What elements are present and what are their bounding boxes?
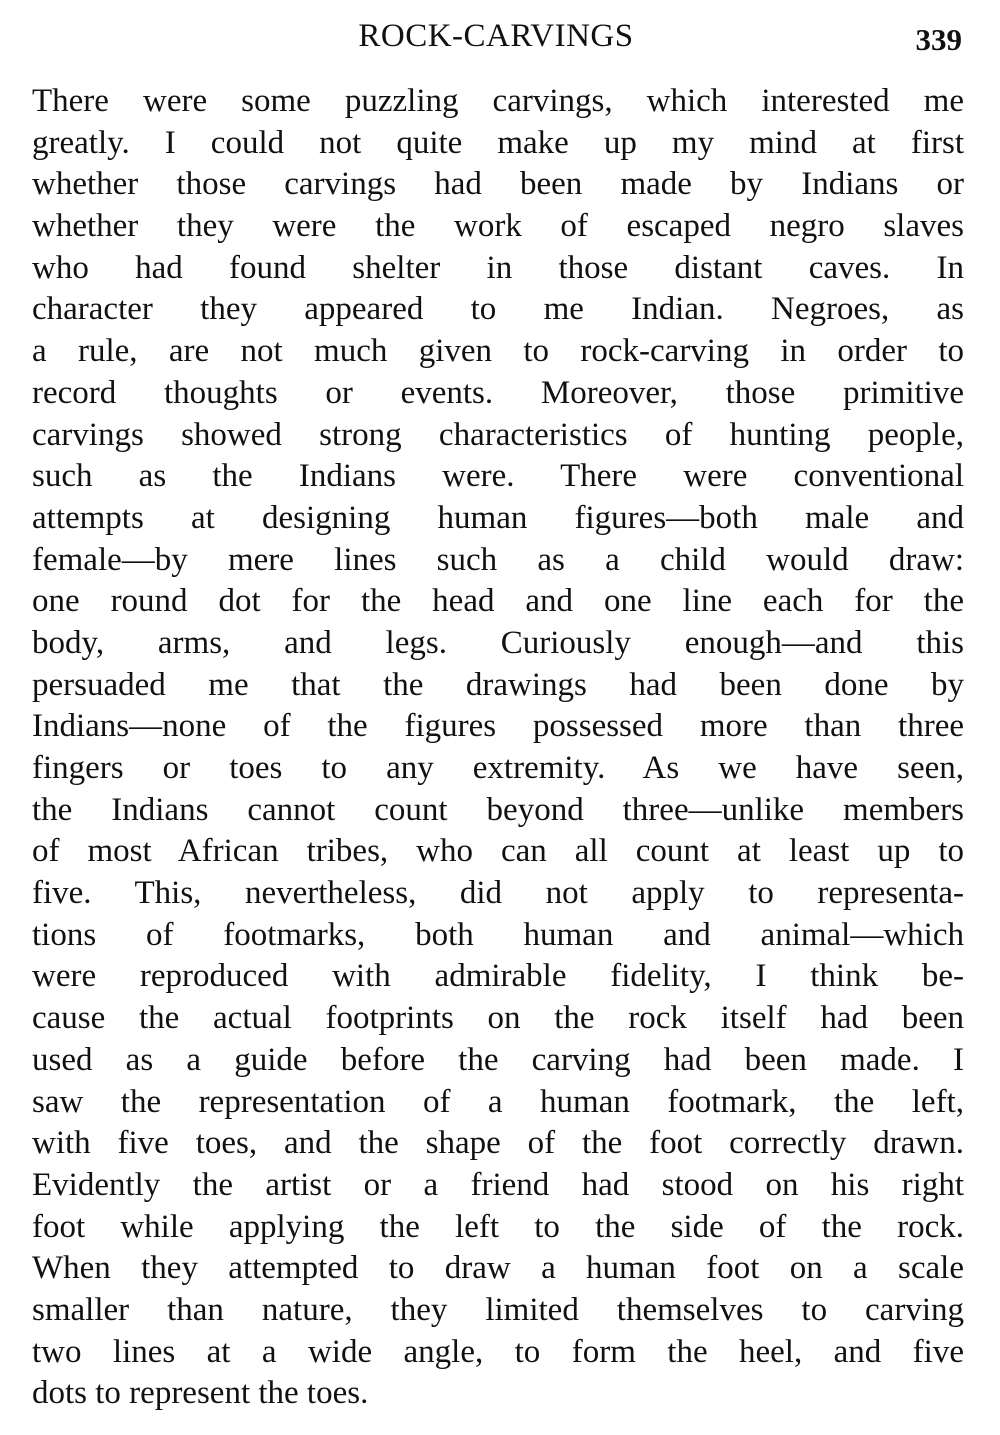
text-line: used as a guide before the carving had been made. I [32,1041,964,1078]
text-line: of most African tribes, who can all count at least up to [32,833,964,870]
text-line: five. This, nevertheless, did not apply to representa- [32,875,964,912]
text-line: whether they were the work of escaped negro slaves [32,208,964,245]
text-line: body, arms, and legs. Curiously enough—and this [32,624,964,661]
text-line: tions of footmarks, both human and animal—which [32,916,964,953]
text-line: persuaded me that the drawings had been done by [32,666,964,703]
text-line-last: dots to represent the toes. [32,1375,369,1412]
text-line: When they attempted to draw a human foot on a scale [32,1250,964,1287]
text-line: smaller than nature, they limited themselves to carving [32,1291,964,1328]
text-line: were reproduced with admirable fidelity, I think be- [32,958,964,995]
text-line: carvings showed strong characteristics of hunting people, [32,416,964,453]
text-line: one round dot for the head and one line each for the [32,583,964,620]
text-line: who had found shelter in those distant caves. In [32,249,964,286]
text-line: female—by mere lines such as a child would draw: [32,541,964,578]
text-line: foot while applying the left to the side of the rock. [32,1208,964,1245]
text-line: attempts at designing human figures—both male and [32,499,964,536]
text-line: character they appeared to me Indian. Negroes, as [32,291,964,328]
running-title: ROCK-CARVINGS [358,18,634,54]
body-paragraph [32,81,964,1415]
text-line: cause the actual footprints on the rock itself had been [32,1000,964,1037]
text-line: There were some puzzling carvings, which interested me [32,83,964,119]
text-line: a rule, are not much given to rock-carving in order to [32,333,964,370]
text-line: Evidently the artist or a friend had stood on his right [32,1166,964,1203]
page-number: 339 [915,22,962,57]
text-line: the Indians cannot count beyond three—unlike members [32,791,964,828]
text-line: greatly. I could not quite make up my mind at first [32,124,964,161]
text-line: two lines at a wide angle, to form the heel, and five [32,1333,964,1370]
text-line: such as the Indians were. There were conventional [32,458,964,495]
text-line: saw the representation of a human footmark, the left, [32,1083,964,1120]
text-line: whether those carvings had been made by Indians or [32,166,964,203]
text-line: fingers or toes to any extremity. As we have seen, [32,750,964,786]
text-line: with five toes, and the shape of the foot correctly drawn. [32,1125,964,1162]
running-head [28,14,964,58]
text-line: Indians—none of the figures possessed more than three [32,708,964,745]
text-line: record thoughts or events. Moreover, those primitive [32,374,964,411]
